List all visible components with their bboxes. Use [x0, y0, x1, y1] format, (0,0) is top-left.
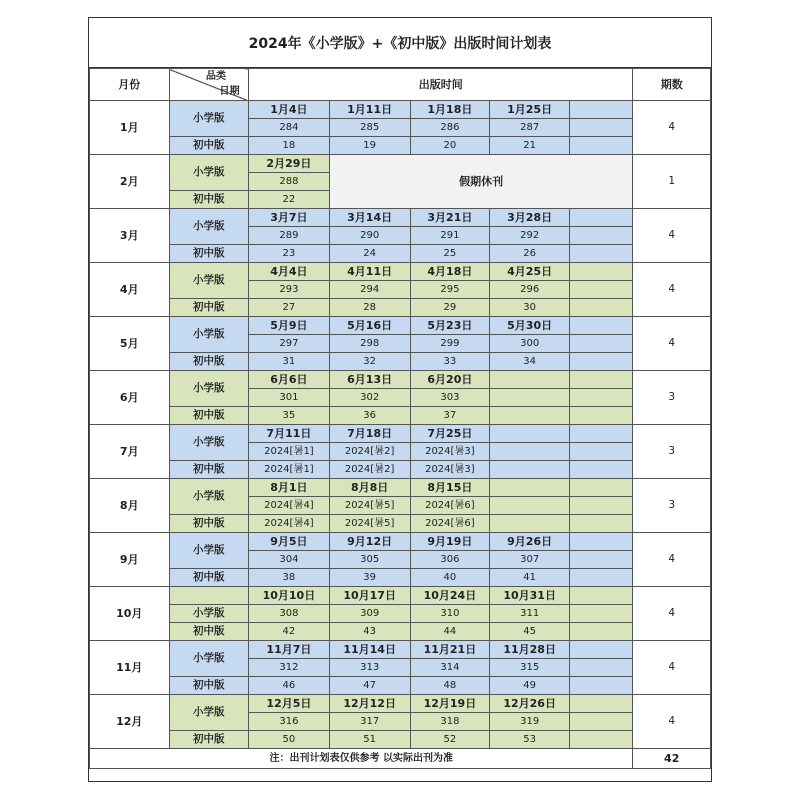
date-cell: 11月21日: [410, 641, 490, 659]
periods-value: 4: [633, 263, 711, 317]
primary-issue-cell: 2024[暑1]: [249, 443, 330, 461]
month-label: 3月: [90, 209, 170, 263]
junior-issue-cell: [570, 407, 633, 425]
date-cell: [570, 587, 633, 605]
category-primary: 小学版: [169, 425, 249, 461]
junior-issue-cell: 39: [329, 569, 410, 587]
primary-issue-cell: [570, 443, 633, 461]
category-primary: 小学版: [169, 533, 249, 569]
junior-issue-cell: 26: [490, 245, 570, 263]
primary-issue-cell: [570, 389, 633, 407]
junior-issue-cell: 32: [329, 353, 410, 371]
date-cell: 5月23日: [410, 317, 490, 335]
date-cell: 12月5日: [249, 695, 330, 713]
date-cell: 4月11日: [329, 263, 410, 281]
date-cell: 9月19日: [410, 533, 490, 551]
primary-issue-cell: 289: [249, 227, 330, 245]
date-cell: 3月21日: [410, 209, 490, 227]
date-cell: 1月18日: [410, 101, 490, 119]
date-cell: [570, 479, 633, 497]
date-cell: 7月11日: [249, 425, 330, 443]
junior-issue-cell: [570, 137, 633, 155]
month-label: 8月: [90, 479, 170, 533]
date-cell: 2月29日: [249, 155, 330, 173]
junior-issue-cell: 23: [249, 245, 330, 263]
category-junior: 初中版: [169, 461, 249, 479]
primary-issue-cell: 300: [490, 335, 570, 353]
date-cell: [570, 371, 633, 389]
junior-issue-cell: 19: [329, 137, 410, 155]
date-cell: 10月10日: [249, 587, 330, 605]
date-cell: 11月7日: [249, 641, 330, 659]
primary-issue-cell: 294: [329, 281, 410, 299]
date-cell: 10月17日: [329, 587, 410, 605]
junior-issue-cell: 41: [490, 569, 570, 587]
primary-issue-cell: 2024[暑6]: [410, 497, 490, 515]
junior-issue-cell: [570, 299, 633, 317]
primary-issue-cell: 312: [249, 659, 330, 677]
category-primary: 小学版: [169, 479, 249, 515]
category-junior: 初中版: [169, 623, 249, 641]
primary-issue-cell: 307: [490, 551, 570, 569]
table-row: [90, 371, 711, 389]
header-row: [90, 69, 711, 101]
category-junior: 初中版: [169, 299, 249, 317]
table-row: [90, 245, 711, 263]
junior-issue-cell: 33: [410, 353, 490, 371]
date-cell: 5月9日: [249, 317, 330, 335]
junior-issue-cell: 28: [329, 299, 410, 317]
periods-value: 4: [633, 587, 711, 641]
junior-issue-cell: [570, 623, 633, 641]
junior-issue-cell: 24: [329, 245, 410, 263]
periods-value: 4: [633, 641, 711, 695]
table-row: [90, 623, 711, 641]
holiday-cell: 假期休刊: [329, 155, 633, 209]
header-periods: 期数: [633, 69, 711, 101]
date-cell: 7月25日: [410, 425, 490, 443]
junior-issue-cell: 22: [249, 191, 330, 209]
periods-value: 4: [633, 317, 711, 371]
primary-issue-cell: [570, 281, 633, 299]
junior-issue-cell: 37: [410, 407, 490, 425]
category-primary: 小学版: [169, 209, 249, 245]
primary-issue-cell: [570, 551, 633, 569]
header-category-date: [169, 69, 249, 101]
junior-issue-cell: [570, 245, 633, 263]
date-cell: 1月4日: [249, 101, 330, 119]
date-cell: 3月14日: [329, 209, 410, 227]
month-label: 1月: [90, 101, 170, 155]
primary-issue-cell: [570, 335, 633, 353]
primary-issue-cell: 308: [249, 605, 330, 623]
junior-issue-cell: [490, 515, 570, 533]
category-junior: 初中版: [169, 245, 249, 263]
junior-issue-cell: 25: [410, 245, 490, 263]
periods-value: 4: [633, 695, 711, 749]
periods-value: 3: [633, 425, 711, 479]
primary-issue-cell: 291: [410, 227, 490, 245]
primary-issue-cell: 303: [410, 389, 490, 407]
junior-issue-cell: 2024[暑1]: [249, 461, 330, 479]
page-title: 2024年《小学版》+《初中版》出版时间计划表: [89, 18, 711, 68]
primary-issue-cell: 299: [410, 335, 490, 353]
junior-issue-cell: 52: [410, 731, 490, 749]
junior-issue-cell: [570, 731, 633, 749]
primary-issue-cell: 313: [329, 659, 410, 677]
periods-value: 4: [633, 533, 711, 587]
date-cell: 1月11日: [329, 101, 410, 119]
primary-issue-cell: [570, 605, 633, 623]
junior-issue-cell: 46: [249, 677, 330, 695]
primary-issue-cell: 292: [490, 227, 570, 245]
table-row: [90, 353, 711, 371]
primary-issue-cell: 309: [329, 605, 410, 623]
junior-issue-cell: 2024[暑6]: [410, 515, 490, 533]
category-junior: 初中版: [169, 515, 249, 533]
date-cell: 12月12日: [329, 695, 410, 713]
date-cell: 10月31日: [490, 587, 570, 605]
primary-issue-cell: 287: [490, 119, 570, 137]
junior-issue-cell: 35: [249, 407, 330, 425]
primary-issue-cell: 305: [329, 551, 410, 569]
primary-issue-cell: 316: [249, 713, 330, 731]
primary-issue-cell: [490, 443, 570, 461]
junior-issue-cell: 21: [490, 137, 570, 155]
junior-issue-cell: 2024[暑2]: [329, 461, 410, 479]
primary-issue-cell: 298: [329, 335, 410, 353]
date-cell: [490, 425, 570, 443]
category-primary: 小学版: [169, 695, 249, 731]
table-row: [90, 641, 711, 659]
primary-issue-cell: 317: [329, 713, 410, 731]
date-cell: 7月18日: [329, 425, 410, 443]
primary-issue-cell: 295: [410, 281, 490, 299]
junior-issue-cell: [570, 569, 633, 587]
primary-issue-cell: [570, 713, 633, 731]
primary-issue-cell: 319: [490, 713, 570, 731]
date-cell: [490, 479, 570, 497]
table-row: [90, 569, 711, 587]
category-primary: 小学版: [169, 101, 249, 137]
date-cell: [490, 371, 570, 389]
junior-issue-cell: 47: [329, 677, 410, 695]
month-label: 2月: [90, 155, 170, 209]
primary-issue-cell: [570, 659, 633, 677]
schedule-sheet: [88, 17, 712, 782]
date-cell: [570, 641, 633, 659]
table-row: [90, 317, 711, 335]
footer-note: 注：出刊计划表仅供参考 以实际出刊为准: [90, 749, 633, 769]
date-cell: 3月28日: [490, 209, 570, 227]
junior-issue-cell: 48: [410, 677, 490, 695]
junior-issue-cell: 2024[暑3]: [410, 461, 490, 479]
junior-issue-cell: [490, 407, 570, 425]
junior-issue-cell: [570, 515, 633, 533]
table-row: [90, 137, 711, 155]
primary-issue-cell: 302: [329, 389, 410, 407]
date-cell: 6月6日: [249, 371, 330, 389]
month-label: 4月: [90, 263, 170, 317]
table-row: [90, 299, 711, 317]
date-cell: 10月24日: [410, 587, 490, 605]
table-row: [90, 479, 711, 497]
category-primary: 小学版: [169, 641, 249, 677]
category-primary: 小学版: [169, 317, 249, 353]
category-junior: 初中版: [169, 137, 249, 155]
junior-issue-cell: 53: [490, 731, 570, 749]
primary-issue-cell: 297: [249, 335, 330, 353]
schedule-table: [89, 68, 711, 769]
periods-value: 3: [633, 371, 711, 425]
primary-issue-cell: 2024[暑2]: [329, 443, 410, 461]
junior-issue-cell: [490, 461, 570, 479]
table-row: [90, 101, 711, 119]
month-label: 11月: [90, 641, 170, 695]
junior-issue-cell: [570, 461, 633, 479]
date-cell: [570, 263, 633, 281]
date-cell: 4月25日: [490, 263, 570, 281]
table-row: [90, 587, 711, 605]
date-cell: 1月25日: [490, 101, 570, 119]
date-cell: 8月8日: [329, 479, 410, 497]
junior-issue-cell: 43: [329, 623, 410, 641]
month-label: 12月: [90, 695, 170, 749]
table-row: [90, 461, 711, 479]
header-category: 品类: [206, 71, 227, 82]
category-blank: [169, 587, 249, 605]
date-cell: 6月20日: [410, 371, 490, 389]
table-row: [90, 155, 711, 173]
periods-value: 4: [633, 209, 711, 263]
table-row: [90, 263, 711, 281]
primary-issue-cell: 2024[暑5]: [329, 497, 410, 515]
primary-issue-cell: 2024[暑4]: [249, 497, 330, 515]
junior-issue-cell: 30: [490, 299, 570, 317]
date-cell: 9月5日: [249, 533, 330, 551]
periods-value: 3: [633, 479, 711, 533]
junior-issue-cell: 42: [249, 623, 330, 641]
table-row: [90, 515, 711, 533]
footer-total: 42: [633, 749, 711, 769]
footer-row: [90, 749, 711, 769]
primary-issue-cell: 318: [410, 713, 490, 731]
primary-issue-cell: 293: [249, 281, 330, 299]
month-label: 7月: [90, 425, 170, 479]
junior-issue-cell: 27: [249, 299, 330, 317]
header-month: 月份: [90, 69, 170, 101]
category-junior: 初中版: [169, 569, 249, 587]
table-row: [90, 605, 711, 623]
table-row: [90, 731, 711, 749]
date-cell: 9月12日: [329, 533, 410, 551]
category-junior: 初中版: [169, 731, 249, 749]
junior-issue-cell: 50: [249, 731, 330, 749]
category-primary: 小学版: [169, 605, 249, 623]
date-cell: 5月16日: [329, 317, 410, 335]
date-cell: 11月14日: [329, 641, 410, 659]
date-cell: [570, 533, 633, 551]
date-cell: 9月26日: [490, 533, 570, 551]
month-label: 10月: [90, 587, 170, 641]
primary-issue-cell: 314: [410, 659, 490, 677]
table-row: [90, 209, 711, 227]
primary-issue-cell: [570, 497, 633, 515]
primary-issue-cell: 2024[暑3]: [410, 443, 490, 461]
primary-issue-cell: 285: [329, 119, 410, 137]
month-label: 9月: [90, 533, 170, 587]
header-publish-time: 出版时间: [249, 69, 633, 101]
date-cell: 6月13日: [329, 371, 410, 389]
table-row: [90, 695, 711, 713]
junior-issue-cell: 2024[暑4]: [249, 515, 330, 533]
junior-issue-cell: 2024[暑5]: [329, 515, 410, 533]
date-cell: [570, 317, 633, 335]
periods-value: 4: [633, 101, 711, 155]
junior-issue-cell: 45: [490, 623, 570, 641]
junior-issue-cell: 49: [490, 677, 570, 695]
date-cell: 11月28日: [490, 641, 570, 659]
table-row: [90, 425, 711, 443]
junior-issue-cell: 31: [249, 353, 330, 371]
month-label: 6月: [90, 371, 170, 425]
primary-issue-cell: 304: [249, 551, 330, 569]
date-cell: 8月1日: [249, 479, 330, 497]
primary-issue-cell: [570, 227, 633, 245]
month-label: 5月: [90, 317, 170, 371]
category-junior: 初中版: [169, 353, 249, 371]
junior-issue-cell: [570, 677, 633, 695]
primary-issue-cell: 290: [329, 227, 410, 245]
primary-issue-cell: [490, 497, 570, 515]
junior-issue-cell: [570, 353, 633, 371]
junior-issue-cell: 38: [249, 569, 330, 587]
category-junior: 初中版: [169, 677, 249, 695]
primary-issue-cell: 315: [490, 659, 570, 677]
category-junior: 初中版: [169, 407, 249, 425]
primary-issue-cell: 286: [410, 119, 490, 137]
date-cell: 12月26日: [490, 695, 570, 713]
junior-issue-cell: 18: [249, 137, 330, 155]
junior-issue-cell: 44: [410, 623, 490, 641]
date-cell: 5月30日: [490, 317, 570, 335]
date-cell: [570, 101, 633, 119]
junior-issue-cell: 34: [490, 353, 570, 371]
primary-issue-cell: 288: [249, 173, 330, 191]
date-cell: 8月15日: [410, 479, 490, 497]
date-cell: 3月7日: [249, 209, 330, 227]
primary-issue-cell: [490, 389, 570, 407]
junior-issue-cell: 20: [410, 137, 490, 155]
primary-issue-cell: 306: [410, 551, 490, 569]
date-cell: [570, 425, 633, 443]
junior-issue-cell: 40: [410, 569, 490, 587]
junior-issue-cell: 29: [410, 299, 490, 317]
date-cell: [570, 695, 633, 713]
date-cell: [570, 209, 633, 227]
date-cell: 4月18日: [410, 263, 490, 281]
primary-issue-cell: 311: [490, 605, 570, 623]
primary-issue-cell: 296: [490, 281, 570, 299]
table-row: [90, 677, 711, 695]
category-primary: 小学版: [169, 371, 249, 407]
junior-issue-cell: 51: [329, 731, 410, 749]
table-row: [90, 533, 711, 551]
primary-issue-cell: 284: [249, 119, 330, 137]
junior-issue-cell: 36: [329, 407, 410, 425]
date-cell: 4月4日: [249, 263, 330, 281]
primary-issue-cell: 301: [249, 389, 330, 407]
category-primary: 小学版: [169, 155, 249, 191]
table-row: [90, 407, 711, 425]
header-date: 日期: [219, 86, 240, 97]
primary-issue-cell: 310: [410, 605, 490, 623]
category-junior: 初中版: [169, 191, 249, 209]
category-primary: 小学版: [169, 263, 249, 299]
date-cell: 12月19日: [410, 695, 490, 713]
periods-value: 1: [633, 155, 711, 209]
primary-issue-cell: [570, 119, 633, 137]
